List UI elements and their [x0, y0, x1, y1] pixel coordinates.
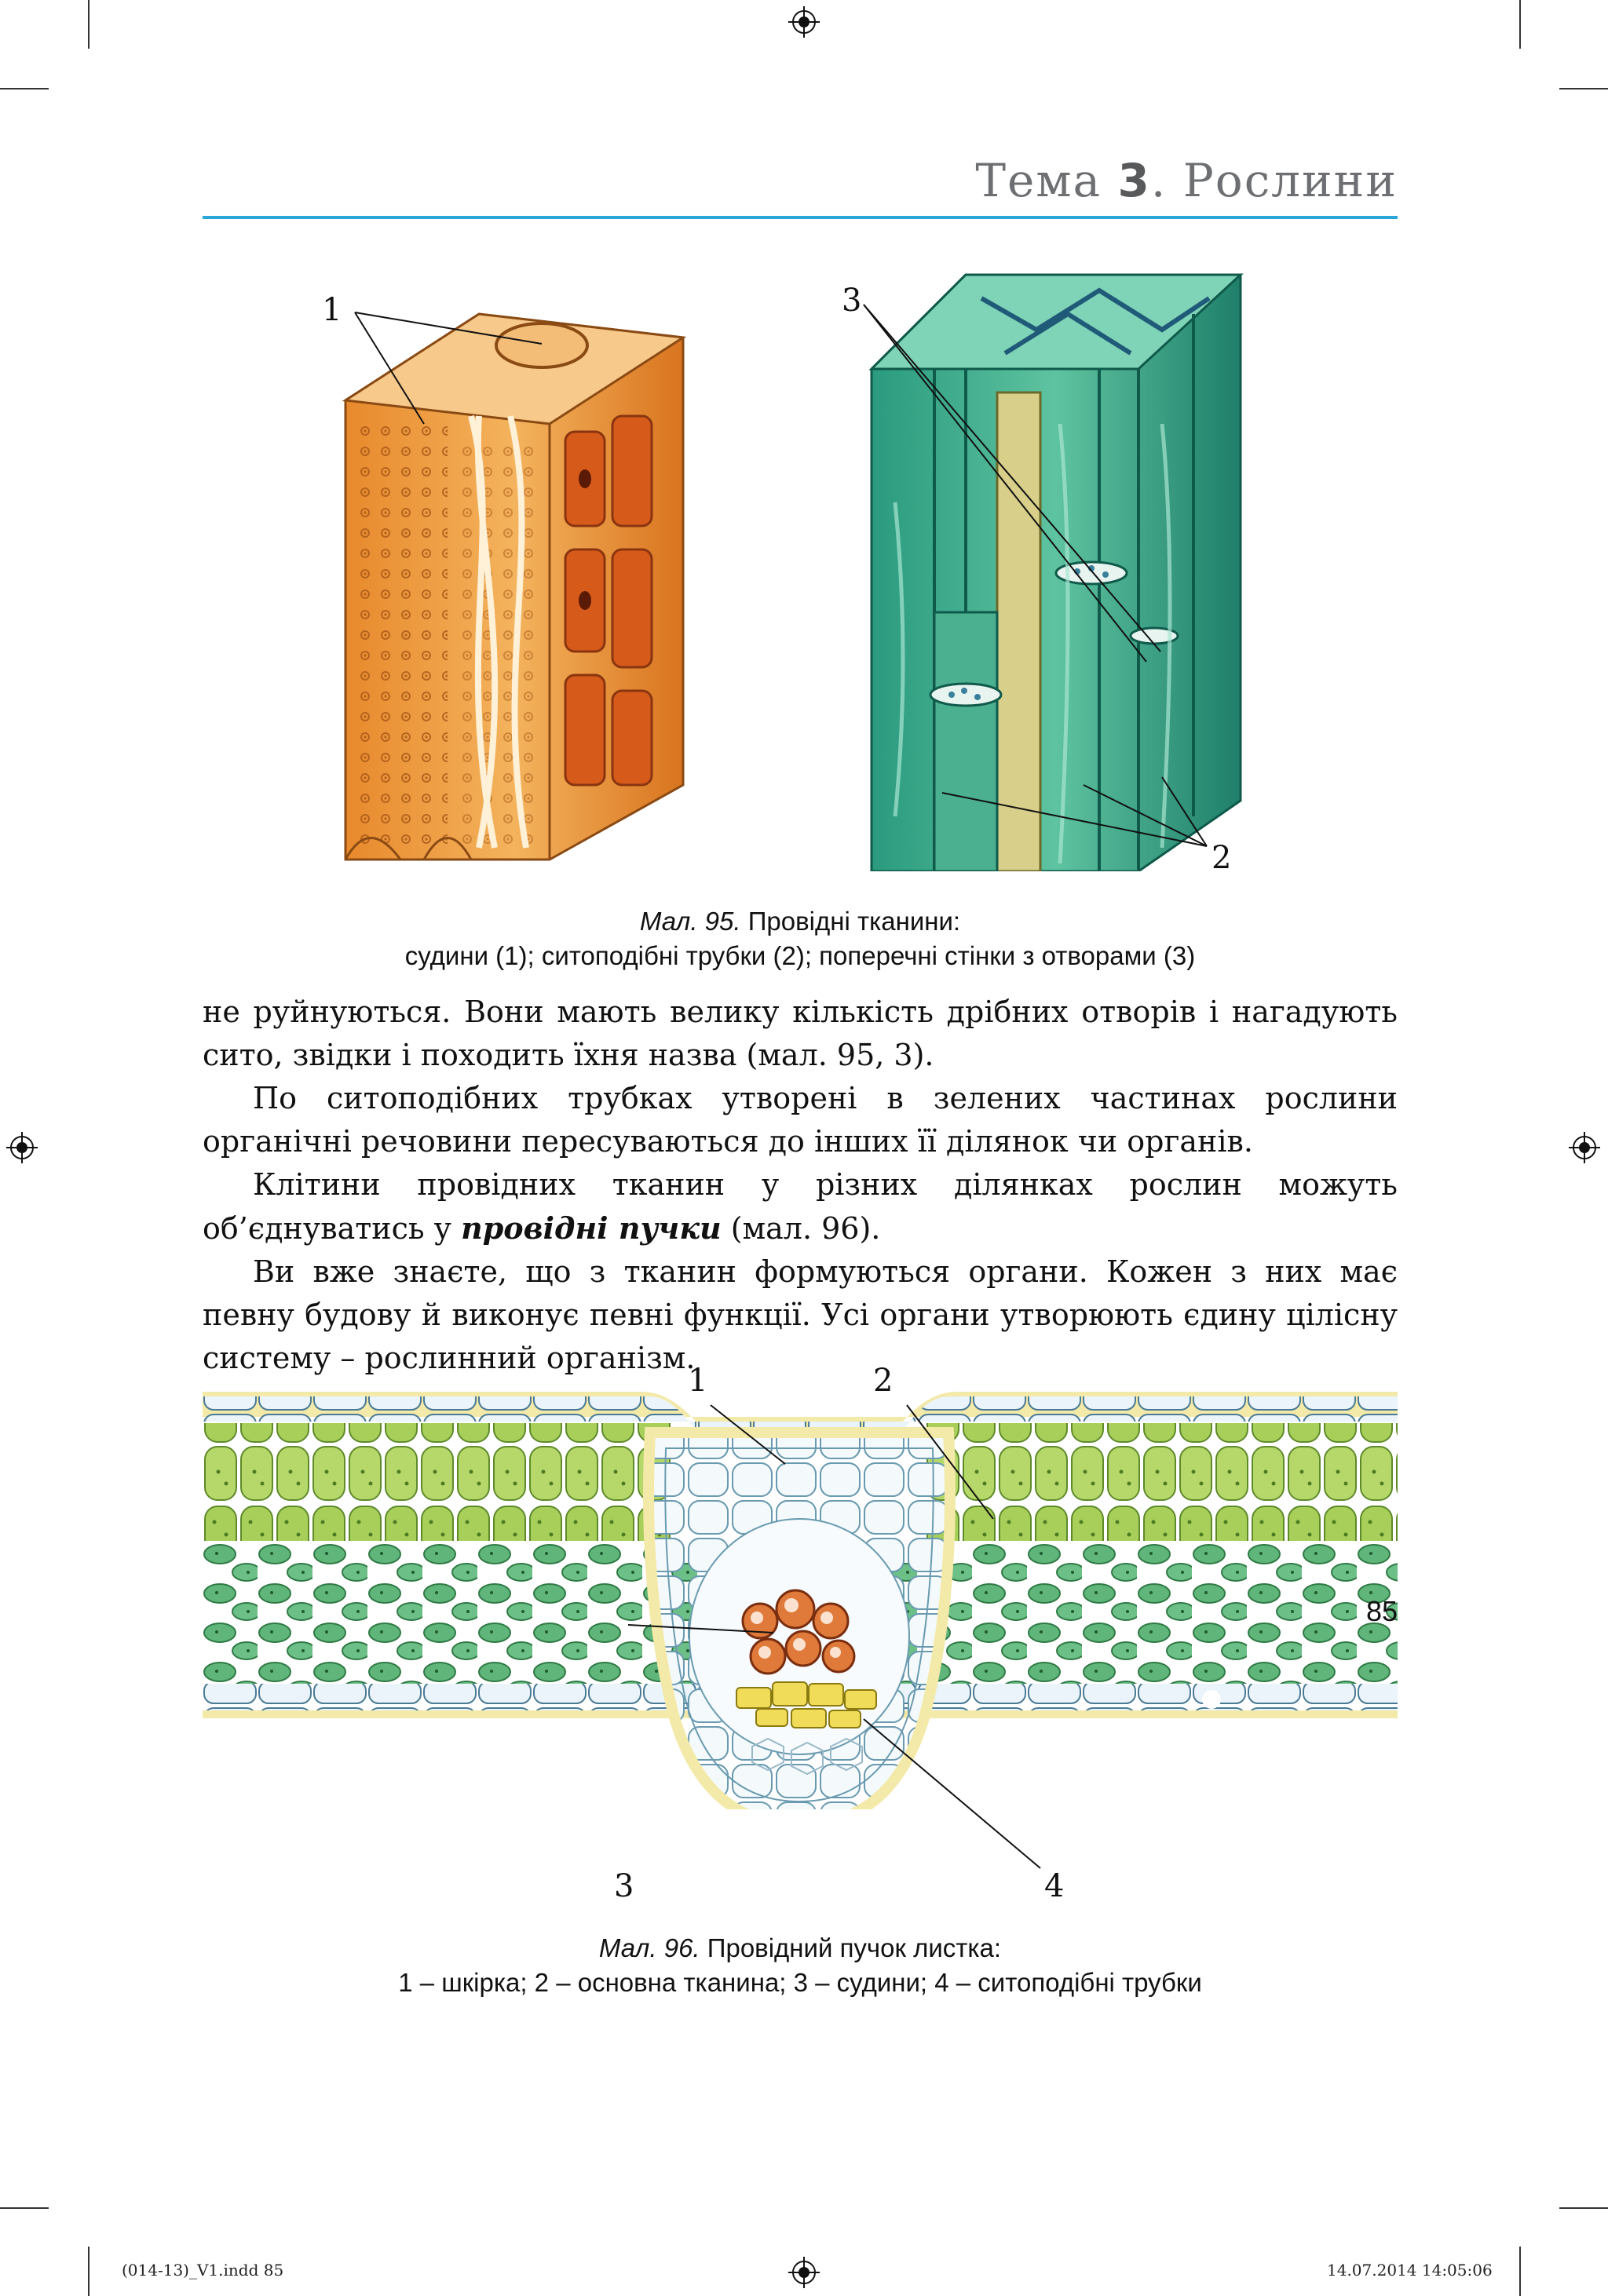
figure-95-caption-number: Мал. 95. [639, 907, 741, 936]
header-number: 3 [1117, 154, 1151, 207]
figure-95-label-1: 1 [322, 292, 342, 328]
header-suffix: . Рослини [1150, 154, 1398, 207]
header-prefix: Тема [975, 154, 1102, 207]
figure-96-caption-legend: 1 – шкірка; 2 – основна тканина; 3 – судини; 4 – ситоподібні трубки [398, 1968, 1202, 1997]
paragraph: Ви вже знаєте, що з тканин формуються органи. Кожен з них має певну будову й виконує певні функції. Усі органи утворюють єдину цілісну систему – рослинний організм. [203, 1254, 1398, 1375]
paragraph-text: Клітини провідних тканин у різних ділянках рослин можуть об’єднуватись у [203, 1167, 1398, 1246]
key-term: провідні пучки [461, 1210, 722, 1246]
figure-95-label-3: 3 [842, 283, 862, 319]
figure-96-label-2: 2 [873, 1363, 894, 1399]
figure-96-caption-title: Провідний пучок листка: [700, 1933, 1002, 1962]
page-number: 85 [1365, 1595, 1398, 1627]
footer-file-info: (014-13)_V1.indd 85 [122, 2261, 284, 2280]
figure-96-label-1: 1 [688, 1363, 708, 1399]
figure-95-label-2: 2 [1211, 840, 1232, 876]
figure-95-caption-title: Провідні тканини: [740, 907, 961, 936]
footer-timestamp: 14.07.2014 14:05:06 [1327, 2261, 1493, 2280]
figure-96-caption-number: Мал. 96. [598, 1933, 700, 1962]
figure-96-label-3: 3 [614, 1868, 634, 1904]
paragraph: не руйнуються. Вони мають велику кількість дрібних отворів і нагадують сито, звідки і походить їхня назва (мал. 95, 3). [203, 995, 1398, 1072]
figure-96-label-4: 4 [1044, 1868, 1065, 1904]
figure-95-caption-legend: судини (1); ситоподібні трубки (2); поперечні стінки з отворами (3) [404, 941, 1196, 970]
paragraph-text: (мал. 96). [721, 1211, 881, 1246]
paragraph: По ситоподібних трубках утворені в зелених частинах рослини органічні речовини пересуваються до інших її ділянок чи органів. [203, 1081, 1398, 1159]
figure-96-caption [203, 1931, 1398, 2000]
